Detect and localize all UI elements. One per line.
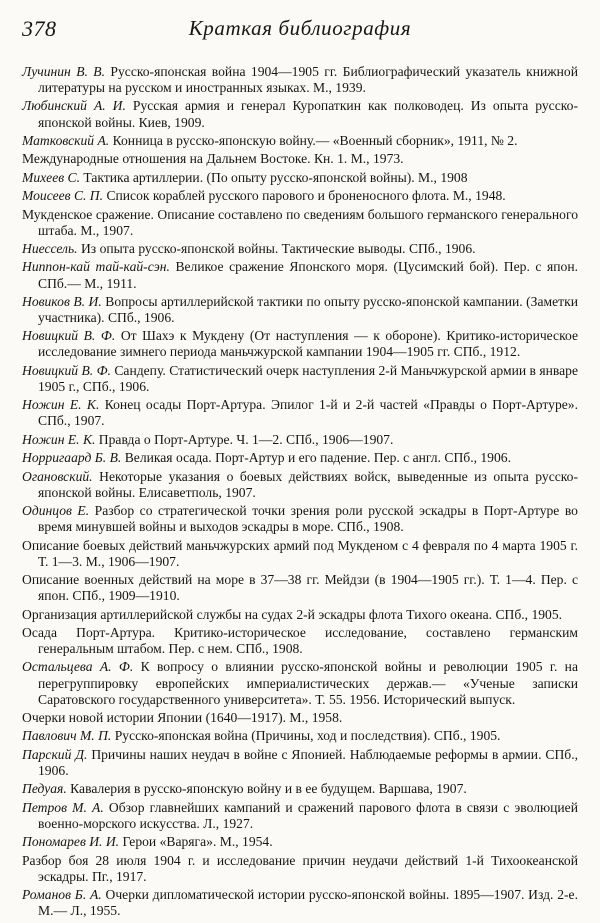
bibliography-entry <box>22 397 578 429</box>
entry-author: Парский Д. <box>22 746 88 762</box>
entry-text: Конница в русско-японскую войну.— «Военный сборник», 1911, № 2. <box>112 132 518 148</box>
entry-author: Ножин Е. К. <box>22 397 100 413</box>
entry-author: Ниппон-кай тай-кай-сэн. <box>22 259 170 275</box>
entry-text: Очерки новой истории Японии (1640—1917). М., 1958. <box>22 710 343 725</box>
bibliography-entry <box>22 133 578 149</box>
entry-text: Описание военных действий на море в 37—38 гг. Мейдзи (в 1904—1905 гг.). Т. 1—4. Пер. с япон. СПб., 1909—1910. <box>22 572 578 604</box>
bibliography-entry <box>22 328 578 360</box>
entry-author: Новицкий В. Ф. <box>22 328 116 344</box>
entry-text: Герои «Варяга». М., 1954. <box>122 834 273 850</box>
entry-text: Русско-японская война (Причины, ход и последствия). СПб., 1905. <box>114 728 501 744</box>
entry-text: Причины наших неудач в войне с Японией. Наблюдаемые реформы в армии. СПб., 1906. <box>38 746 578 778</box>
bibliography-entry <box>22 572 578 604</box>
bibliography-entry <box>22 538 578 570</box>
bibliography-entry <box>22 800 578 832</box>
entry-text: Русская армия и генерал Куропаткин как полководец. Из опыта русско-японской войны. Киев, 1909. <box>38 98 578 130</box>
bibliography-entry <box>22 432 578 448</box>
bibliography-entry <box>22 98 578 130</box>
entry-author: Норригаард Б. В. <box>22 450 122 466</box>
bibliography-entry <box>22 728 578 744</box>
entry-text: От Шахэ к Мукдену (От наступления — к обороне). Критико-историческое исследование зимнего периода маньчжурской кампании 1904—1905 гг. СПб., 1912. <box>38 328 579 360</box>
entry-author: Моисеев С. П. <box>22 188 104 204</box>
entry-text: Список кораблей русского парового и броненосного флота. М., 1948. <box>106 188 506 204</box>
entry-author: Павлович М. П. <box>22 728 112 744</box>
entry-text: Международные отношения на Дальнем Востоке. Кн. 1. М., 1973. <box>22 151 404 167</box>
bibliography-entry <box>22 259 578 291</box>
bibliography-entry <box>22 659 578 707</box>
page-number: 378 <box>22 16 57 41</box>
bibliography-list <box>22 64 578 922</box>
entry-text: Разбор со стратегической точки зрения роли русской эскадры в Порт-Артуре во время минувшей войны и выходов эскадры в море. СПб., 1908. <box>38 503 578 535</box>
entry-text: Великое сражение Японского моря. (Цусимский бой). Пер. с япон. СПб.— М., 1911. <box>38 259 579 291</box>
bibliography-entry <box>22 170 578 186</box>
bibliography-entry <box>22 834 578 850</box>
entry-text: Осада Порт-Артура. Критико-историческое исследование, составлено германским генеральным штабом. Пер. с нем. СПб., 1908. <box>22 624 578 657</box>
bibliography-entry <box>22 241 578 257</box>
entry-text: Очерки дипломатической истории русско-японской войны. 1895—1907. Изд. 2-е. М.— Л., 1955. <box>38 887 578 919</box>
bibliography-entry <box>22 853 578 885</box>
entry-text: Вопросы артиллерийской тактики по опыту русско-японской кампании. (Заметки участника). СПб., 1906. <box>38 293 578 325</box>
entry-text: Великая осада. Порт-Артур и его падение. Пер. с англ. СПб., 1906. <box>124 450 511 466</box>
bibliography-entry <box>22 747 578 779</box>
entry-author: Романов Б. А. <box>22 887 102 903</box>
bibliography-entry <box>22 469 578 501</box>
entry-author: Остальцева А. Ф. <box>22 659 134 675</box>
bibliography-entry <box>22 503 578 535</box>
entry-text: Некоторые указания о боевых действиях войск, выведенные из опыта русско-японской войны. Елисаветполь, 1907. <box>38 468 578 500</box>
entry-text: Русско-японская война 1904—1905 гг. Библиографический указатель книжной литературы на русском и иностранных языках. М., 1939. <box>38 64 578 96</box>
bibliography-entry <box>22 607 578 623</box>
entry-author: Одинцов Е. <box>22 503 90 519</box>
entry-author: Ниессель. <box>22 241 78 257</box>
bibliography-entry <box>22 625 578 657</box>
entry-author: Матковский А. <box>22 132 110 148</box>
entry-text: Мукденское сражение. Описание составлено по сведениям большого германского генерального штаба. М., 1907. <box>22 206 578 238</box>
entry-text: Организация артиллерийской службы на судах 2-й эскадры флота Тихого океана. СПб., 1905. <box>22 606 563 622</box>
entry-author: Петров М. А. <box>22 799 104 815</box>
entry-text: Конец осады Порт-Артура. Эпилог 1-й и 2-й частей «Правды о Порт-Артуре». СПб., 1907. <box>38 397 578 429</box>
bibliography-entry <box>22 363 578 395</box>
bibliography-entry <box>22 887 578 919</box>
entry-text: Из опыта русско-японской войны. Тактические выводы. СПб., 1906. <box>80 241 476 257</box>
bibliography-entry <box>22 64 578 96</box>
bibliography-entry <box>22 207 578 239</box>
bibliography-entry <box>22 450 578 466</box>
entry-text: К вопросу о влиянии русско-японской войны и революции 1905 г. на перегруппировку европейских империалистических держав.— «Ученые записки Саратовского государственного университета». Т. 55. 1956. Исторический выпуск. <box>38 659 578 707</box>
entry-text: Правда о Порт-Артуре. Ч. 1—2. СПб., 1906—1907. <box>98 431 394 447</box>
bibliography-entry <box>22 188 578 204</box>
bibliography-entry <box>22 710 578 726</box>
bibliography-entry <box>22 151 578 167</box>
entry-author: Любинский А. И. <box>22 98 126 114</box>
entry-text: Обзор главнейших кампаний и сражений парового флота в связи с эволюцией военно-морского искусства. Л., 1927. <box>38 799 578 831</box>
entry-text: Кавалерия в русско-японскую войну и в ее будущем. Варшава, 1907. <box>70 781 467 797</box>
entry-author: Новиков В. И. <box>22 293 102 309</box>
page-header <box>22 16 578 46</box>
entry-text: Тактика артиллерии. (По опыту русско-японской войны). М., 1908 <box>83 169 468 185</box>
entry-author: Ножин Е. К. <box>22 431 96 447</box>
entry-text: Разбор боя 28 июля 1904 г. и исследование причин неудачи действий 1-й Тихоокеанской эскадры. Пг., 1917. <box>22 852 578 884</box>
entry-author: Пономарев И. И. <box>22 834 120 850</box>
entry-author: Педуая. <box>22 781 67 797</box>
entry-author: Михеев С. <box>22 169 80 185</box>
entry-author: Лучинин В. В. <box>22 64 106 79</box>
entry-text: Описание боевых действий маньчжурских армий под Мукденом с 4 февраля по 4 марта 1905 г. Т. 1—3. М., 1906—1907. <box>22 537 578 569</box>
entry-author: Новицкий В. Ф. <box>22 362 111 378</box>
bibliography-entry <box>22 294 578 326</box>
entry-author: Огановский. <box>22 468 93 484</box>
entry-text: Сандепу. Статистический очерк наступления 2-й Маньчжурской армии в январе 1905 г., СПб., 1906. <box>38 362 579 394</box>
bibliography-entry <box>22 781 578 797</box>
running-title: Краткая библиография <box>188 16 412 40</box>
